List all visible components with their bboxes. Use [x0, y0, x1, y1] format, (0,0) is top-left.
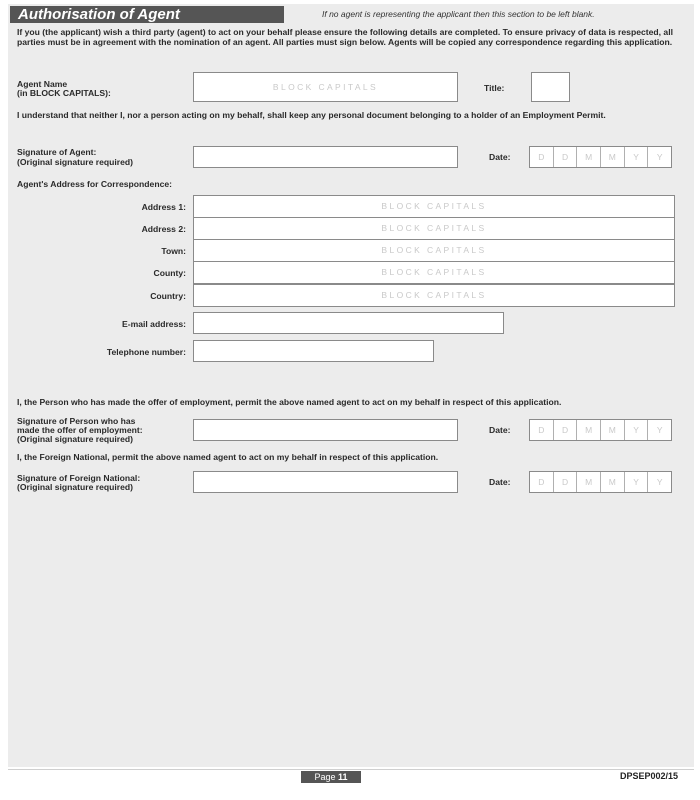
- intro-text: If you (the applicant) wish a third party (agent) to act on your behalf please ensure the following details are completed. To ensure privacy of data is respected, all parties must be in agreement with the nomination of an agent. All parties must sign below. Agents will be copied any correspondence regarding this application.: [17, 27, 673, 47]
- date-digit: Y: [656, 425, 663, 435]
- date-digit: M: [577, 420, 601, 440]
- agent-signature-label: Signature of Agent:: [17, 147, 97, 157]
- address-1-label: Address 1:: [141, 202, 186, 212]
- email-field[interactable]: [193, 312, 504, 334]
- agent-name-field[interactable]: BLOCK CAPITALS: [193, 72, 458, 102]
- employer-date-field[interactable]: [529, 419, 672, 441]
- address-2-label: Address 2:: [141, 224, 186, 234]
- title-field[interactable]: [531, 72, 570, 102]
- country-label: Country:: [150, 291, 186, 301]
- employer-signature-label: Signature of Person who has: [17, 416, 136, 426]
- page-number: 11: [338, 772, 348, 782]
- date-digit: Y: [656, 152, 663, 162]
- date-digit: D: [530, 472, 554, 492]
- address-2-field[interactable]: BLOCK CAPITALS: [193, 217, 675, 240]
- employer-date-label: Date:: [489, 425, 511, 435]
- agent-date-label: Date:: [489, 152, 511, 162]
- title-label: Title:: [484, 83, 505, 93]
- agent-date-field[interactable]: [529, 146, 672, 168]
- date-digit: D: [530, 420, 554, 440]
- date-digit: D: [554, 420, 578, 440]
- address-1-field[interactable]: BLOCK CAPITALS: [193, 195, 675, 218]
- county-label: County:: [153, 268, 186, 278]
- date-digit: M: [577, 147, 601, 167]
- foreign-date-label: Date:: [489, 477, 511, 487]
- country-field[interactable]: BLOCK CAPITALS: [193, 284, 675, 307]
- agent-signature-sublabel: (Original signature required): [17, 157, 134, 167]
- date-digit: D: [554, 147, 578, 167]
- date-digit: Y: [656, 477, 663, 487]
- document-code: DPSEP002/15: [620, 771, 679, 781]
- page-number-badge: [301, 771, 361, 783]
- address-heading: Agent's Address for Correspondence:: [17, 179, 173, 189]
- footer-divider: [8, 769, 694, 770]
- foreign-signature-sublabel: (Original signature required): [17, 482, 134, 492]
- date-digit: Y: [625, 420, 649, 440]
- date-digit: M: [601, 420, 625, 440]
- email-label: E-mail address:: [122, 319, 186, 329]
- section-title: Authorisation of Agent: [10, 6, 284, 23]
- telephone-field[interactable]: [193, 340, 434, 362]
- employer-permission-text: I, the Person who has made the offer of employment, permit the above named agent to act on my behalf in respect of this application.: [17, 397, 562, 407]
- agent-name-sublabel: (in BLOCK CAPITALS):: [17, 88, 111, 98]
- employer-signature-label-2: made the offer of employment:: [17, 425, 143, 435]
- foreign-national-permission-text: I, the Foreign National, permit the above named agent to act on my behalf in respect of this application.: [17, 452, 439, 462]
- employer-signature-sublabel: (Original signature required): [17, 434, 134, 444]
- town-field[interactable]: BLOCK CAPITALS: [193, 239, 675, 262]
- county-field[interactable]: BLOCK CAPITALS: [193, 261, 675, 284]
- date-digit: D: [530, 147, 554, 167]
- section-note: If no agent is representing the applicant then this section to be left blank.: [322, 9, 595, 19]
- foreign-signature-label: Signature of Foreign National:: [17, 473, 141, 483]
- date-digit: D: [554, 472, 578, 492]
- date-digit: Y: [625, 472, 649, 492]
- agent-signature-field[interactable]: [193, 146, 458, 168]
- page-word: Page: [314, 772, 336, 782]
- agent-name-label: Agent Name: [17, 79, 68, 89]
- date-digit: Y: [625, 147, 649, 167]
- date-digit: M: [577, 472, 601, 492]
- date-digit: M: [601, 147, 625, 167]
- town-label: Town:: [161, 246, 186, 256]
- employer-signature-field[interactable]: [193, 419, 458, 441]
- declaration-text: I understand that neither I, nor a person acting on my behalf, shall keep any personal document belonging to a holder of an Employment Permit.: [17, 110, 606, 120]
- date-digit: M: [601, 472, 625, 492]
- foreign-signature-field[interactable]: [193, 471, 458, 493]
- telephone-label: Telephone number:: [106, 347, 186, 357]
- foreign-date-field[interactable]: [529, 471, 672, 493]
